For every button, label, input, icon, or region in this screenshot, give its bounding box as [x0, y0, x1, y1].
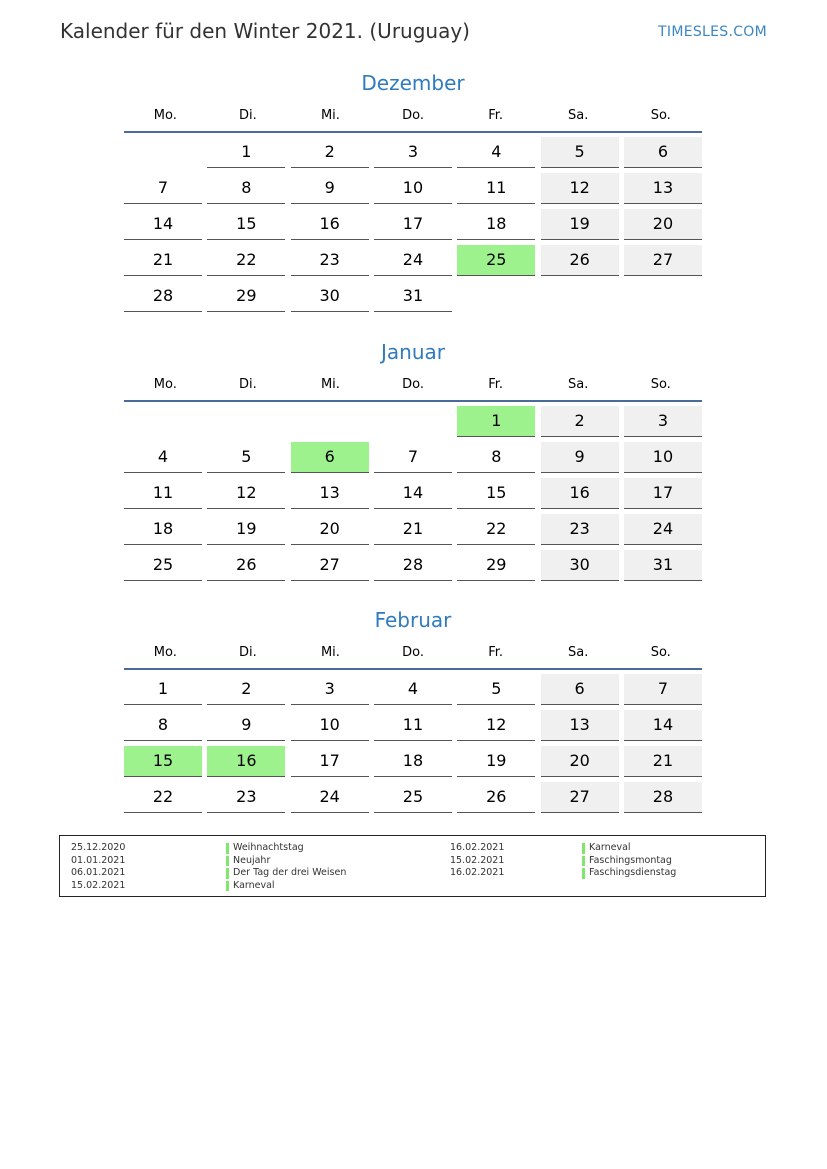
legend-holiday-name: Faschingsdienstag — [582, 867, 676, 880]
legend-date: 16.02.2021 — [450, 867, 505, 879]
day-cell: 21 — [124, 245, 202, 276]
day-cell: 20 — [541, 746, 619, 777]
day-cell: 1 — [207, 137, 285, 168]
page-title: Kalender für den Winter 2021. (Uruguay) — [60, 19, 470, 43]
day-cell: 11 — [457, 173, 535, 204]
weekday-label: Do. — [402, 108, 424, 123]
day-cell: 30 — [541, 550, 619, 581]
day-cell: 15 — [207, 209, 285, 240]
weekday-label: Mo. — [153, 645, 177, 660]
day-cell: 22 — [124, 782, 202, 813]
day-cell: 18 — [374, 746, 452, 777]
day-cell: 27 — [624, 245, 702, 276]
day-cell: 10 — [374, 173, 452, 204]
empty-cell — [124, 137, 202, 168]
legend-date: 15.02.2021 — [450, 854, 505, 866]
day-cell: 17 — [374, 209, 452, 240]
legend-holiday-name: Karneval — [582, 842, 676, 855]
day-cell: 5 — [541, 137, 619, 168]
day-cell: 8 — [124, 710, 202, 741]
day-cell: 29 — [457, 550, 535, 581]
weekday-label: Sa. — [568, 108, 589, 123]
weekday-label: Do. — [402, 377, 424, 392]
day-cell: 4 — [457, 137, 535, 168]
weekday-label: Mi. — [320, 108, 340, 123]
day-cell: 25 — [374, 782, 452, 813]
day-cell: 28 — [124, 281, 202, 312]
day-cell: 29 — [207, 281, 285, 312]
day-cell: 5 — [207, 442, 285, 473]
day-cell: 10 — [624, 442, 702, 473]
day-cell: 17 — [291, 746, 369, 777]
day-cell: 26 — [457, 782, 535, 813]
holiday-day-cell: 25 — [457, 245, 535, 276]
day-cell: 4 — [374, 674, 452, 705]
legend-holiday-name: Neujahr — [226, 855, 346, 868]
legend-date: 25.12.2020 — [71, 842, 126, 853]
day-cell: 2 — [541, 406, 619, 437]
day-cell: 9 — [207, 710, 285, 741]
month-february — [124, 605, 702, 813]
day-cell: 18 — [124, 514, 202, 545]
weekday-header — [124, 98, 702, 133]
weekday-label: Sa. — [568, 377, 589, 392]
legend-holiday-name: Der Tag der drei Weisen — [226, 867, 346, 880]
day-grid — [124, 406, 702, 581]
legend-left-dates — [71, 842, 125, 892]
weekday-label: Di. — [238, 645, 257, 660]
legend-holiday-name: Karneval — [226, 880, 346, 893]
weekday-label: So. — [650, 108, 671, 123]
weekday-label: Mo. — [153, 377, 177, 392]
legend-right-names — [582, 842, 676, 880]
day-cell: 18 — [457, 209, 535, 240]
month-january — [124, 337, 702, 581]
day-cell: 13 — [624, 173, 702, 204]
day-cell: 12 — [541, 173, 619, 204]
day-cell: 30 — [291, 281, 369, 312]
day-cell: 14 — [124, 209, 202, 240]
empty-cell — [124, 406, 202, 437]
day-cell: 23 — [207, 782, 285, 813]
day-grid — [124, 674, 702, 813]
legend-date: 06.01.2021 — [71, 867, 126, 879]
weekday-label: Di. — [238, 377, 257, 392]
day-cell: 17 — [624, 478, 702, 509]
day-cell: 25 — [124, 550, 202, 581]
day-cell: 11 — [124, 478, 202, 509]
weekday-label: Di. — [238, 108, 257, 123]
day-cell: 2 — [291, 137, 369, 168]
legend-right-dates — [450, 842, 504, 880]
legend-date: 15.02.2021 — [71, 879, 126, 891]
day-cell: 9 — [541, 442, 619, 473]
legend-holiday-name: Faschingsmontag — [582, 855, 676, 868]
day-cell: 14 — [374, 478, 452, 509]
day-cell: 11 — [374, 710, 452, 741]
empty-cell — [291, 406, 369, 437]
day-cell: 27 — [541, 782, 619, 813]
day-cell: 7 — [374, 442, 452, 473]
day-cell: 19 — [457, 746, 535, 777]
empty-cell — [374, 406, 452, 437]
day-cell: 20 — [291, 514, 369, 545]
legend-date: 01.01.2021 — [71, 854, 126, 866]
day-cell: 9 — [291, 173, 369, 204]
month-december — [124, 68, 702, 312]
day-cell: 19 — [541, 209, 619, 240]
day-cell: 24 — [374, 245, 452, 276]
holiday-day-cell: 15 — [124, 746, 202, 777]
day-cell: 26 — [541, 245, 619, 276]
day-cell: 21 — [624, 746, 702, 777]
month-name: Januar — [381, 340, 445, 364]
day-cell: 4 — [124, 442, 202, 473]
day-cell: 22 — [457, 514, 535, 545]
day-cell: 3 — [374, 137, 452, 168]
holiday-day-cell: 6 — [291, 442, 369, 473]
day-cell: 15 — [457, 478, 535, 509]
day-cell: 13 — [291, 478, 369, 509]
day-cell: 1 — [124, 674, 202, 705]
day-cell: 12 — [207, 478, 285, 509]
day-cell: 10 — [291, 710, 369, 741]
weekday-label: Do. — [402, 645, 424, 660]
weekday-header — [124, 367, 702, 402]
day-cell: 21 — [374, 514, 452, 545]
day-cell: 16 — [291, 209, 369, 240]
day-grid — [124, 137, 702, 312]
day-cell: 24 — [624, 514, 702, 545]
day-cell: 3 — [291, 674, 369, 705]
day-cell: 27 — [291, 550, 369, 581]
day-cell: 16 — [541, 478, 619, 509]
day-cell: 13 — [541, 710, 619, 741]
holiday-day-cell: 1 — [457, 406, 535, 437]
day-cell: 5 — [457, 674, 535, 705]
brand-link[interactable]: TIMESLES.COM — [658, 24, 767, 40]
weekday-label: Sa. — [568, 645, 589, 660]
legend-holiday-name: Weihnachtstag — [226, 842, 346, 855]
empty-cell — [207, 406, 285, 437]
day-cell: 12 — [457, 710, 535, 741]
month-name: Dezember — [361, 71, 465, 95]
day-cell: 23 — [541, 514, 619, 545]
day-cell: 2 — [207, 674, 285, 705]
day-cell: 3 — [624, 406, 702, 437]
day-cell: 31 — [624, 550, 702, 581]
weekday-label: Fr. — [488, 377, 504, 392]
legend-date: 16.02.2021 — [450, 842, 505, 853]
weekday-header — [124, 635, 702, 670]
weekday-label: Mi. — [320, 645, 340, 660]
weekday-label: Fr. — [488, 645, 504, 660]
day-cell: 20 — [624, 209, 702, 240]
day-cell: 22 — [207, 245, 285, 276]
day-cell: 28 — [624, 782, 702, 813]
month-name: Februar — [374, 608, 452, 632]
holiday-day-cell: 16 — [207, 746, 285, 777]
weekday-label: Mi. — [320, 377, 340, 392]
day-cell: 14 — [624, 710, 702, 741]
day-cell: 23 — [291, 245, 369, 276]
day-cell: 26 — [207, 550, 285, 581]
holiday-legend — [59, 835, 766, 897]
day-cell: 24 — [291, 782, 369, 813]
day-cell: 8 — [207, 173, 285, 204]
day-cell: 7 — [624, 674, 702, 705]
legend-left-names — [226, 842, 346, 892]
day-cell: 19 — [207, 514, 285, 545]
weekday-label: Mo. — [153, 108, 177, 123]
day-cell: 7 — [124, 173, 202, 204]
day-cell: 6 — [541, 674, 619, 705]
day-cell: 31 — [374, 281, 452, 312]
weekday-label: So. — [650, 377, 671, 392]
weekday-label: Fr. — [488, 108, 504, 123]
day-cell: 8 — [457, 442, 535, 473]
day-cell: 6 — [624, 137, 702, 168]
day-cell: 28 — [374, 550, 452, 581]
weekday-label: So. — [650, 645, 671, 660]
